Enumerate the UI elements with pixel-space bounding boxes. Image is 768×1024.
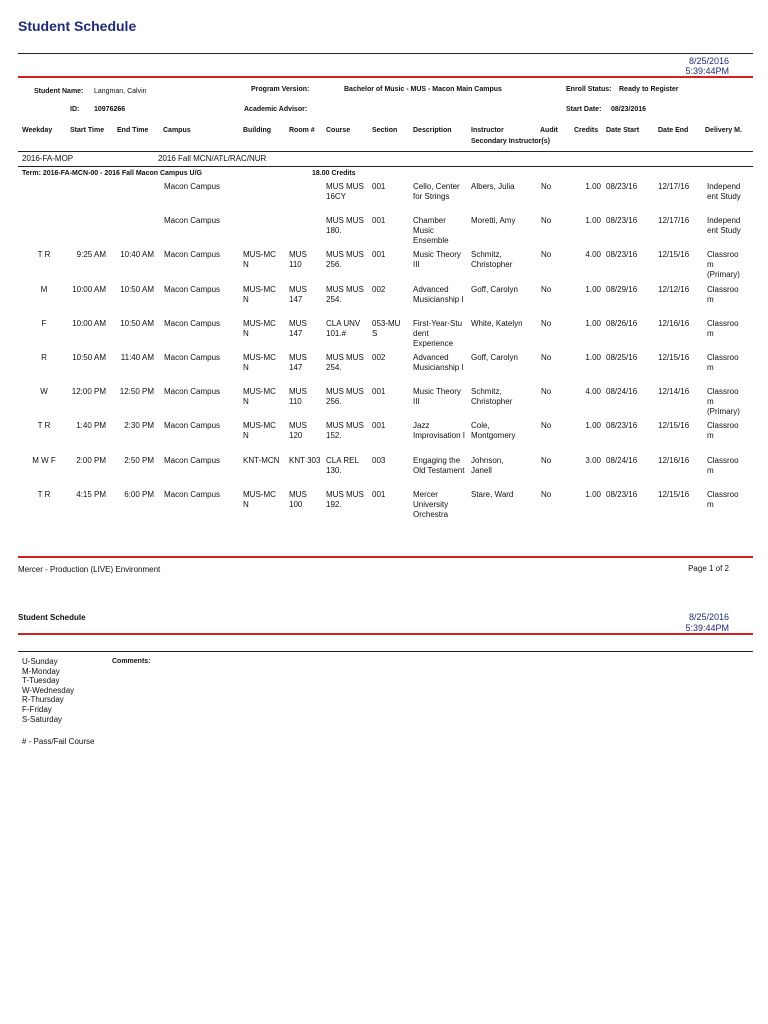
- row-date-start: 08/24/16: [606, 455, 638, 465]
- col-credits: Credits: [574, 127, 599, 134]
- table-row: [0, 285, 768, 319]
- row-building: MUS-MC N: [243, 421, 276, 441]
- row-audit: No: [541, 489, 552, 499]
- legend-item: U-Sunday: [22, 657, 58, 666]
- comments-label: Comments:: [112, 658, 151, 665]
- row-campus: Macon Campus: [164, 387, 221, 397]
- row-date-end: 12/14/16: [658, 387, 690, 397]
- row-start-time: 9:25 AM: [76, 250, 106, 260]
- row-start-time: 2:00 PM: [76, 455, 106, 465]
- row-credits: 4.00: [585, 250, 601, 260]
- legend-item: F-Friday: [22, 704, 52, 714]
- row-instructor: Stare, Ward: [471, 489, 514, 499]
- page2-time: 5:39:44PM: [685, 623, 729, 633]
- row-audit: No: [541, 421, 552, 431]
- row-course: MUS MUS 256.: [326, 387, 364, 407]
- row-delivery: Classroo m: [707, 353, 739, 372]
- legend-item: W-Wednesday: [22, 685, 75, 695]
- start-date: 08/23/2016: [611, 106, 647, 113]
- row-description: Advanced Musicianship I: [413, 284, 464, 304]
- row-date-end: 12/15/16: [658, 353, 690, 362]
- enroll-status: Ready to Register: [619, 86, 679, 93]
- academic-advisor-label: Academic Advisor:: [244, 106, 308, 113]
- row-section: 001: [372, 421, 386, 431]
- row-campus: Macon Campus: [164, 318, 221, 328]
- header-divider: [18, 53, 753, 54]
- row-credits: 1.00: [585, 318, 601, 328]
- row-delivery: Independ ent Study: [707, 182, 741, 201]
- row-end-time: 10:50 AM: [120, 318, 154, 328]
- row-course: MUS MUS 254.: [326, 353, 364, 372]
- row-date-end: 12/17/16: [658, 182, 690, 191]
- footer-red-rule: [18, 556, 753, 558]
- row-room: MUS 110: [289, 250, 307, 270]
- col-campus: Campus: [163, 127, 191, 134]
- col-instructor: Instructor: [471, 127, 504, 134]
- row-start-time: 10:00 AM: [72, 284, 106, 294]
- row-end-time: 6:00 PM: [124, 489, 154, 499]
- row-end-time: 2:30 PM: [124, 421, 154, 431]
- row-start-time: 10:00 AM: [72, 318, 106, 328]
- row-delivery: Classroo m (Primary): [707, 387, 740, 417]
- row-campus: Macon Campus: [164, 250, 221, 260]
- row-weekday: M: [40, 284, 48, 294]
- row-description: Cello, Center for Strings: [413, 182, 460, 201]
- legend-item: S-Saturday: [22, 714, 63, 724]
- row-credits: 1.00: [585, 353, 601, 362]
- row-delivery: Classroo m: [707, 284, 739, 304]
- row-date-end: 12/16/16: [658, 455, 690, 465]
- student-name: Langman, Calvin: [94, 88, 147, 95]
- row-weekday: W: [40, 387, 48, 397]
- row-instructor: White, Katelyn: [471, 318, 523, 328]
- row-weekday: M W F: [32, 455, 56, 465]
- row-description: Music Theory III: [413, 387, 461, 407]
- row-section: 001: [372, 216, 386, 226]
- page2-title: Student Schedule: [18, 613, 86, 622]
- row-date-start: 08/23/16: [606, 182, 638, 191]
- row-campus: Macon Campus: [164, 455, 221, 465]
- table-row: [0, 182, 768, 216]
- row-course: MUS MUS 180.: [326, 216, 364, 236]
- row-description: Mercer University Orchestra: [413, 489, 449, 519]
- row-audit: No: [541, 182, 552, 191]
- col-course: Course: [326, 127, 351, 134]
- row-delivery: Classroo m (Primary): [707, 250, 740, 280]
- row-campus: Macon Campus: [164, 284, 221, 294]
- row-building: MUS-MC N: [243, 318, 276, 338]
- row-building: MUS-MC N: [243, 489, 276, 509]
- row-room: MUS 147: [289, 353, 307, 372]
- col-description: Description: [413, 127, 452, 134]
- row-date-start: 08/23/16: [606, 421, 638, 431]
- col-secondary-instructor: Secondary Instructor(s): [471, 138, 550, 145]
- row-date-start: 08/25/16: [606, 353, 638, 362]
- row-room: MUS 147: [289, 318, 307, 338]
- legend-item: R-Thursday: [22, 695, 64, 705]
- row-delivery: Classroo m: [707, 489, 739, 509]
- row-end-time: 11:40 AM: [120, 353, 154, 362]
- row-audit: No: [541, 216, 552, 226]
- row-credits: 1.00: [585, 216, 601, 226]
- row-building: MUS-MC N: [243, 284, 276, 304]
- row-weekday: F: [41, 318, 47, 328]
- row-date-start: 08/23/16: [606, 489, 638, 499]
- row-credits: 1.00: [585, 284, 601, 294]
- col-weekday: Weekday: [22, 127, 53, 134]
- row-room: MUS 100: [289, 489, 307, 509]
- row-instructor: Schmitz, Christopher: [471, 250, 513, 270]
- row-room: KNT 303: [289, 455, 321, 465]
- row-campus: Macon Campus: [164, 353, 221, 362]
- row-credits: 3.00: [585, 455, 601, 465]
- row-weekday: T R: [37, 250, 51, 260]
- weekday-legend: [22, 657, 74, 724]
- report-time: 5:39:44PM: [685, 66, 729, 76]
- row-section: 002: [372, 284, 386, 294]
- row-course: MUS MUS 256.: [326, 250, 364, 270]
- row-section: 053-MU S: [372, 318, 401, 338]
- row-end-time: 2:50 PM: [124, 455, 154, 465]
- row-campus: Macon Campus: [164, 421, 221, 431]
- row-description: Jazz Improvisation I: [413, 421, 466, 441]
- col-delivery: Delivery M.: [705, 127, 742, 134]
- row-description: Chamber Music Ensemble: [413, 216, 449, 246]
- student-name-label: Student Name:: [34, 88, 84, 95]
- pass-fail-note: # - Pass/Fail Course: [22, 737, 95, 746]
- row-date-end: 12/12/16: [658, 284, 690, 294]
- row-credits: 1.00: [585, 489, 601, 499]
- row-course: CLA UNV 101.#: [326, 318, 361, 338]
- row-section: 001: [372, 182, 386, 191]
- table-row: [0, 387, 768, 421]
- row-audit: No: [541, 250, 552, 260]
- row-course: MUS MUS 152.: [326, 421, 364, 441]
- row-instructor: Goff, Carolyn: [471, 284, 518, 294]
- row-credits: 1.00: [585, 182, 601, 191]
- row-building: MUS-MC N: [243, 387, 276, 407]
- row-description: Engaging the Old Testament: [413, 455, 465, 475]
- row-audit: No: [541, 353, 552, 362]
- row-end-time: 10:50 AM: [120, 284, 154, 294]
- row-building: MUS-MC N: [243, 353, 276, 372]
- report-date: 8/25/2016: [688, 56, 729, 66]
- table-row: [0, 216, 768, 250]
- page-number: Page 1 of 2: [688, 564, 729, 573]
- header-red-rule: [18, 76, 753, 78]
- start-date-label: Start Date:: [566, 106, 602, 113]
- row-weekday: T R: [37, 421, 51, 431]
- group-campuses: 2016 Fall MCN/ATL/RAC/NUR: [158, 154, 267, 163]
- row-delivery: Classroo m: [707, 455, 739, 475]
- row-instructor: Goff, Carolyn: [471, 353, 518, 362]
- row-course: MUS MUS 16CY: [326, 182, 364, 201]
- table-row: [0, 250, 768, 284]
- row-building: KNT-MCN: [243, 455, 280, 465]
- row-instructor: Albers, Julia: [471, 182, 515, 191]
- row-date-start: 08/26/16: [606, 318, 638, 328]
- row-date-start: 08/24/16: [606, 387, 638, 397]
- row-campus: Macon Campus: [164, 489, 221, 499]
- row-audit: No: [541, 387, 552, 397]
- group-top-rule: [18, 151, 753, 152]
- row-credits: 4.00: [585, 387, 601, 397]
- row-end-time: 12:50 PM: [119, 387, 154, 397]
- row-course: MUS MUS 192.: [326, 489, 364, 509]
- legend-item: M-Monday: [22, 666, 60, 676]
- page2-date: 8/25/2016: [688, 612, 729, 622]
- page2-red-rule: [18, 633, 753, 635]
- program-version: Bachelor of Music - MUS - Macon Main Campus: [344, 86, 502, 93]
- program-version-label: Program Version:: [251, 86, 310, 93]
- enroll-status-label: Enroll Status:: [566, 86, 612, 93]
- row-section: 001: [372, 489, 386, 499]
- row-audit: No: [541, 318, 552, 328]
- table-row: [0, 319, 768, 353]
- row-date-end: 12/16/16: [658, 318, 690, 328]
- row-instructor: Johnson, Janell: [471, 455, 504, 475]
- col-date-start: Date Start: [606, 127, 640, 134]
- environment-label: Mercer - Production (LIVE) Environment: [18, 565, 161, 574]
- row-start-time: 10:50 AM: [72, 353, 106, 362]
- row-section: 003: [372, 455, 386, 465]
- row-delivery: Independ ent Study: [707, 216, 741, 236]
- col-audit: Audit: [540, 127, 558, 134]
- page-title: Student Schedule: [18, 18, 137, 34]
- row-date-start: 08/23/16: [606, 216, 638, 226]
- row-start-time: 12:00 PM: [71, 387, 106, 397]
- term-credits: 18.00 Credits: [312, 170, 356, 177]
- row-building: MUS-MC N: [243, 250, 276, 270]
- row-date-end: 12/17/16: [658, 216, 690, 226]
- row-start-time: 1:40 PM: [76, 421, 106, 431]
- col-building: Building: [243, 127, 271, 134]
- table-row: [0, 456, 768, 490]
- row-instructor: Schmitz, Christopher: [471, 387, 513, 407]
- id-label: ID:: [70, 106, 80, 113]
- row-end-time: 10:40 AM: [120, 250, 154, 260]
- table-row: [0, 421, 768, 455]
- row-date-end: 12/15/16: [658, 250, 690, 260]
- row-weekday: T R: [37, 489, 51, 499]
- row-date-start: 08/29/16: [606, 284, 638, 294]
- row-credits: 1.00: [585, 421, 601, 431]
- row-section: 001: [372, 387, 386, 397]
- row-instructor: Moretti, Amy: [471, 216, 516, 226]
- group-bottom-rule: [18, 166, 753, 167]
- row-instructor: Cole, Montgomery: [471, 421, 516, 441]
- row-description: Music Theory III: [413, 250, 461, 270]
- row-audit: No: [541, 455, 552, 465]
- row-audit: No: [541, 284, 552, 294]
- row-room: MUS 110: [289, 387, 307, 407]
- col-start-time: Start Time: [70, 127, 105, 134]
- row-campus: Macon Campus: [164, 182, 221, 191]
- row-course: MUS MUS 254.: [326, 284, 364, 304]
- row-course: CLA REL 130.: [326, 455, 359, 475]
- row-weekday: R: [41, 353, 47, 362]
- row-delivery: Classroo m: [707, 318, 739, 338]
- row-start-time: 4:15 PM: [76, 489, 106, 499]
- row-room: MUS 147: [289, 284, 307, 304]
- row-room: MUS 120: [289, 421, 307, 441]
- group-code: 2016-FA-MOP: [22, 154, 74, 163]
- col-date-end: Date End: [658, 127, 689, 134]
- row-campus: Macon Campus: [164, 216, 221, 226]
- legend-item: T-Tuesday: [22, 676, 60, 686]
- row-date-start: 08/23/16: [606, 250, 638, 260]
- page2-divider: [18, 651, 753, 652]
- col-room: Room #: [289, 127, 315, 134]
- row-date-end: 12/15/16: [658, 489, 690, 499]
- table-row: [0, 490, 768, 524]
- table-row: [0, 353, 768, 387]
- row-date-end: 12/15/16: [658, 421, 690, 431]
- row-description: First-Year-Stu dent Experience: [413, 318, 463, 348]
- row-section: 001: [372, 250, 386, 260]
- col-end-time: End Time: [117, 127, 149, 134]
- col-section: Section: [372, 127, 398, 134]
- row-section: 002: [372, 353, 386, 362]
- row-delivery: Classroo m: [707, 421, 739, 441]
- row-description: Advanced Musicianship I: [413, 353, 464, 372]
- student-id: 10976266: [94, 106, 126, 113]
- term-label: Term: 2016-FA-MCN-00 - 2016 Fall Macon Campus U/G: [22, 170, 202, 177]
